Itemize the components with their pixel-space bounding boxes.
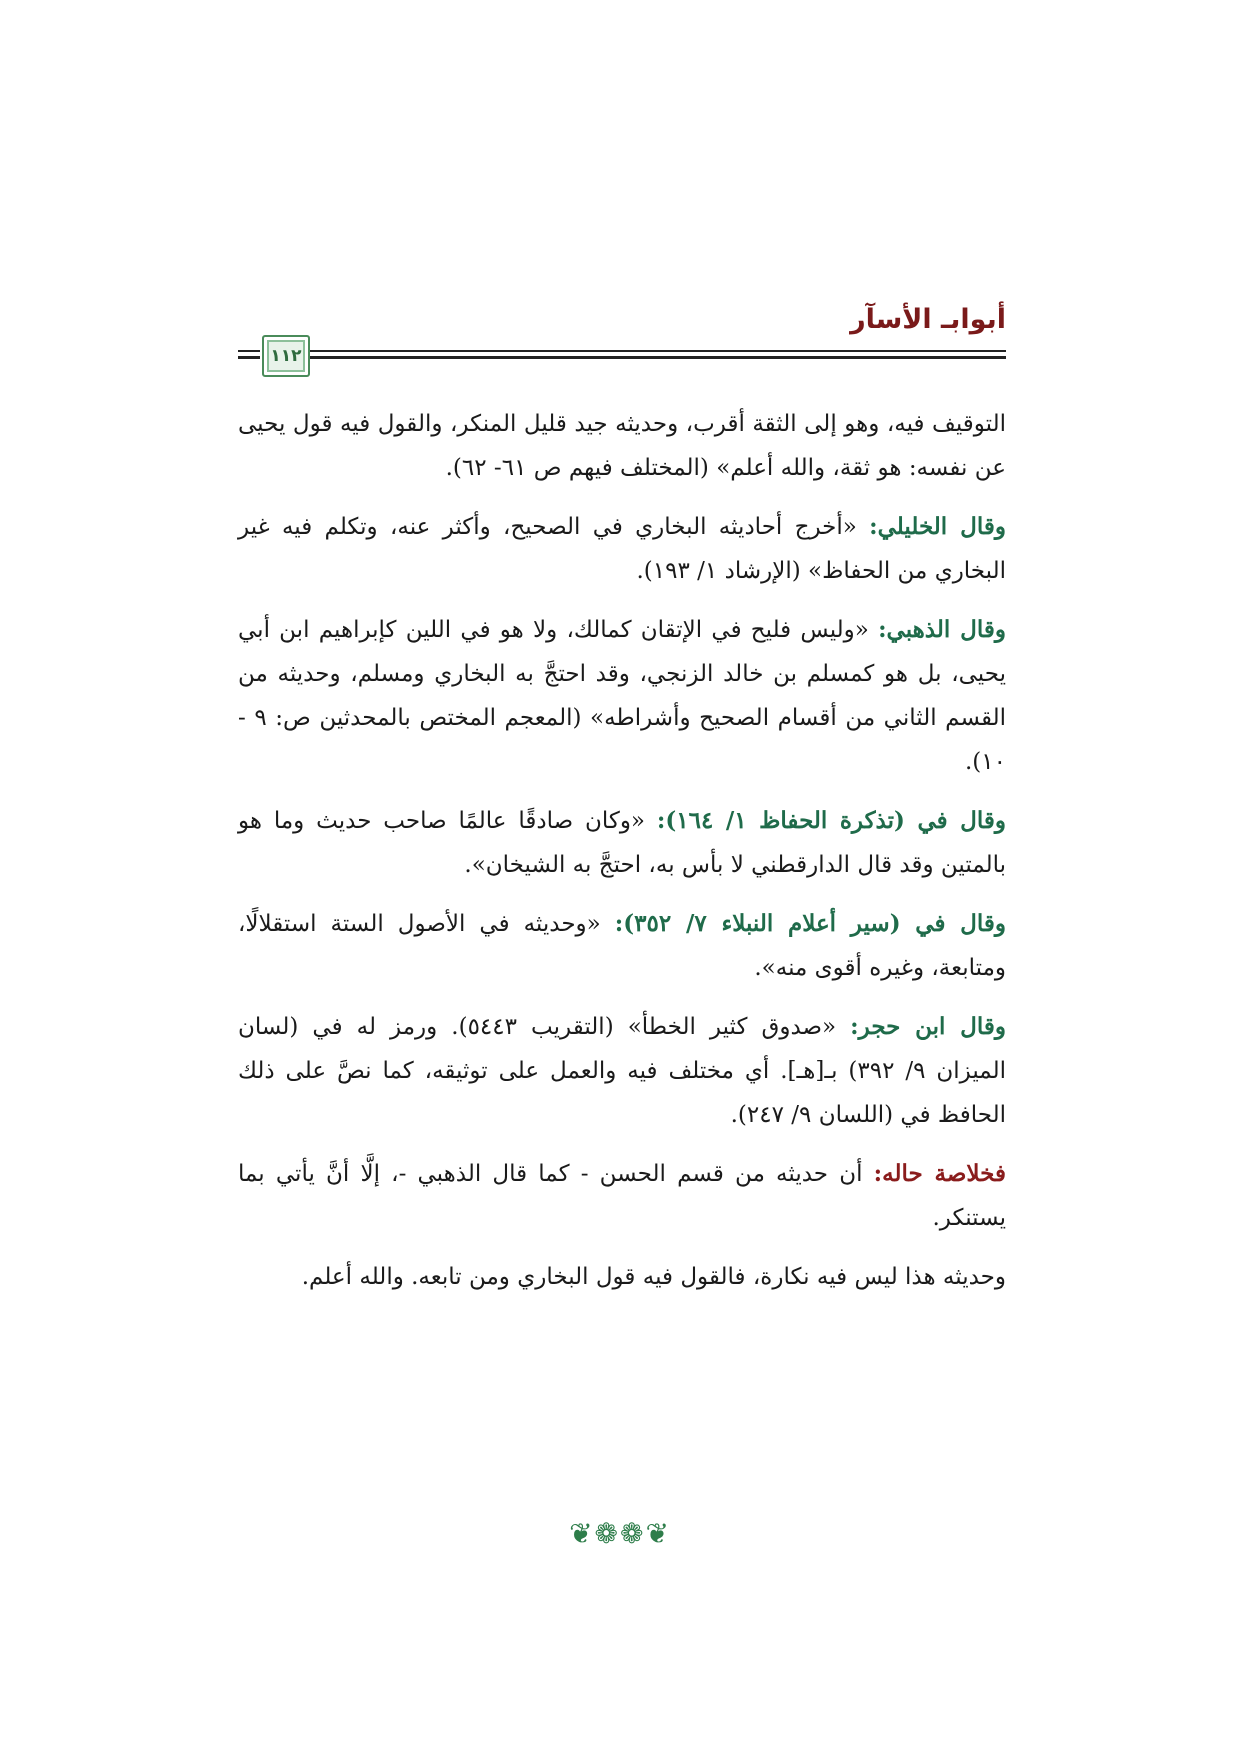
quote-source: وقال الذهبي: [878, 616, 1006, 643]
paragraph [238, 1005, 1006, 1137]
page-header [238, 300, 1006, 395]
paragraph-text: «وحديثه في الأصول الستة استقلالًا، ومتابعة، وغيره أقوى منه». [238, 911, 1006, 981]
paragraph-text: «وليس فليح في الإتقان كمالك، ولا هو في اللين كإبراهيم ابن أبي يحيى، بل هو كمسلم بن خالد الزنجي، وقد احتجَّ به البخاري ومسلم، وحديثه من القسم الثاني من أقسام الصحيح وأشراطه» (المعجم المختص بالمحدثين ص: ٩ - ١٠). [238, 617, 1007, 775]
quote-source: وقال في (تذكرة الحفاظ ١/ ١٦٤): [656, 807, 1006, 834]
paragraph-text: أن حديثه من قسم الحسن - كما قال الذهبي -، إلَّا أنَّ يأتي بما يستنكر. [238, 1161, 1006, 1231]
paragraph [238, 1152, 1006, 1240]
book-title: أبوابـ الأسآر [850, 304, 1006, 335]
quote-source: وقال في (سير أعلام النبلاء ٧/ ٣٥٢): [614, 910, 1007, 937]
paragraph [238, 608, 1006, 784]
quote-source: وقال ابن حجر: [850, 1013, 1006, 1040]
paragraph-text: «صدوق كثير الخطأ» (التقريب ٥٤٤٣). ورمز له في (لسان الميزان ٩/ ٣٩٢) بـ[هـ]. أي مختلف فيه والعمل على توثيقه، كما نصَّ على ذلك الحافظ في (اللسان ٩/ ٢٤٧). [238, 1014, 1006, 1128]
page-number: ١١٢ [270, 346, 302, 366]
paragraph [238, 505, 1006, 593]
header-rule-left [238, 350, 260, 352]
header-rule-thick [310, 356, 1006, 359]
paragraph-text: «وكان صادقًا عالمًا صاحب حديث وما هو بالمتين وقد قال الدارقطني لا بأس به، احتجَّ به الشيخان». [238, 808, 1006, 878]
body-text [238, 402, 1006, 1314]
header-rule [310, 350, 1006, 352]
paragraph-text: وحديثه هذا ليس فيه نكارة، فالقول فيه قول البخاري ومن تابعه. والله أعلم. [301, 1264, 1006, 1290]
paragraph [238, 1255, 1006, 1299]
page-number-badge [262, 335, 310, 377]
paragraph [238, 402, 1006, 490]
paragraph-text: التوقيف فيه، وهو إلى الثقة أقرب، وحديثه جيد قليل المنكر، والقول فيه قول يحيى عن نفسه: هو ثقة، والله أعلم» (المختلف فيهم ص ٦١- ٦٢). [238, 411, 1006, 481]
conclusion-label: فخلاصة حاله: [873, 1160, 1006, 1187]
paragraph-text: «أخرج أحاديثه البخاري في الصحيح، وأكثر عنه، وتكلم فيه غير البخاري من الحفاظ» (الإرشاد ١/ ١٩٣). [238, 514, 1006, 584]
quote-source: وقال الخليلي: [869, 513, 1006, 540]
header-rule-left-thick [238, 356, 260, 359]
paragraph [238, 902, 1006, 990]
paragraph [238, 799, 1006, 887]
ornament-divider-icon: ❦❁❁❦ [569, 1517, 671, 1550]
